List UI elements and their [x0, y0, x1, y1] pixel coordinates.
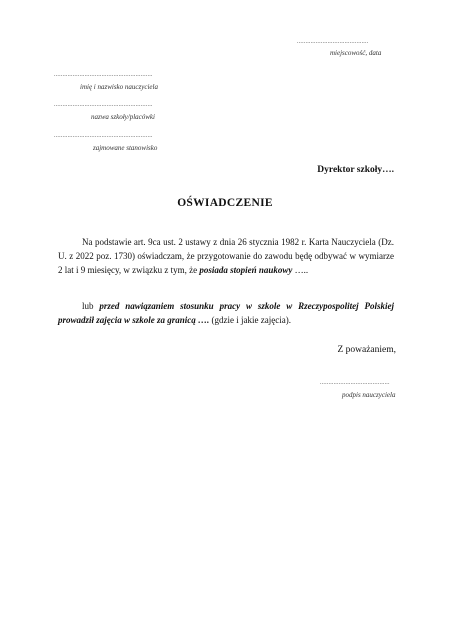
position-caption: zajmowane stanowisko [93, 144, 158, 152]
alternative-emphasis: przed nawiązaniem stosunku pracy w szkole w Rzeczypospolitej Polskiej prowadził zajęcia w szkole za granicą …. [58, 301, 394, 325]
signature-line: ......................................... [320, 380, 390, 386]
teacher-name-caption: imię i nazwisko nauczyciela [80, 83, 158, 91]
place-date-caption: miejscowość, data [330, 49, 382, 57]
position-line: .......................................................... [54, 133, 153, 139]
alternative-paragraph [58, 299, 394, 327]
statement-paragraph [58, 235, 394, 277]
statement-tail: ….. [292, 265, 309, 275]
alternative-tail: (gdzie i jakie zajęcia). [209, 315, 291, 325]
recipient-line: Dyrektor szkoły…. [317, 165, 394, 175]
school-name-caption: nazwa szkoły/placówki [91, 113, 155, 121]
place-date-line: .......................................... [297, 39, 369, 45]
document-title: OŚWIADCZENIE [177, 197, 273, 209]
alternative-lead: lub [82, 301, 100, 311]
statement-text: Na podstawie art. 9ca ust. 2 ustawy z dnia 26 stycznia 1982 r. Karta Nauczyciela (Dz. U. z 2022 poz. 1730) oświadczam, że przygotowanie do zawodu będę odbywać w wymiarze 2 lat i 9 miesięcy, w związku z tym, że [58, 237, 394, 275]
statement-emphasis: posiada stopień naukowy [199, 265, 293, 275]
signature-caption: podpis nauczyciela [342, 391, 396, 399]
school-name-line: .......................................................... [54, 102, 153, 108]
teacher-name-line: .......................................................... [54, 72, 153, 78]
closing-salutation: Z poważaniem, [337, 345, 396, 355]
